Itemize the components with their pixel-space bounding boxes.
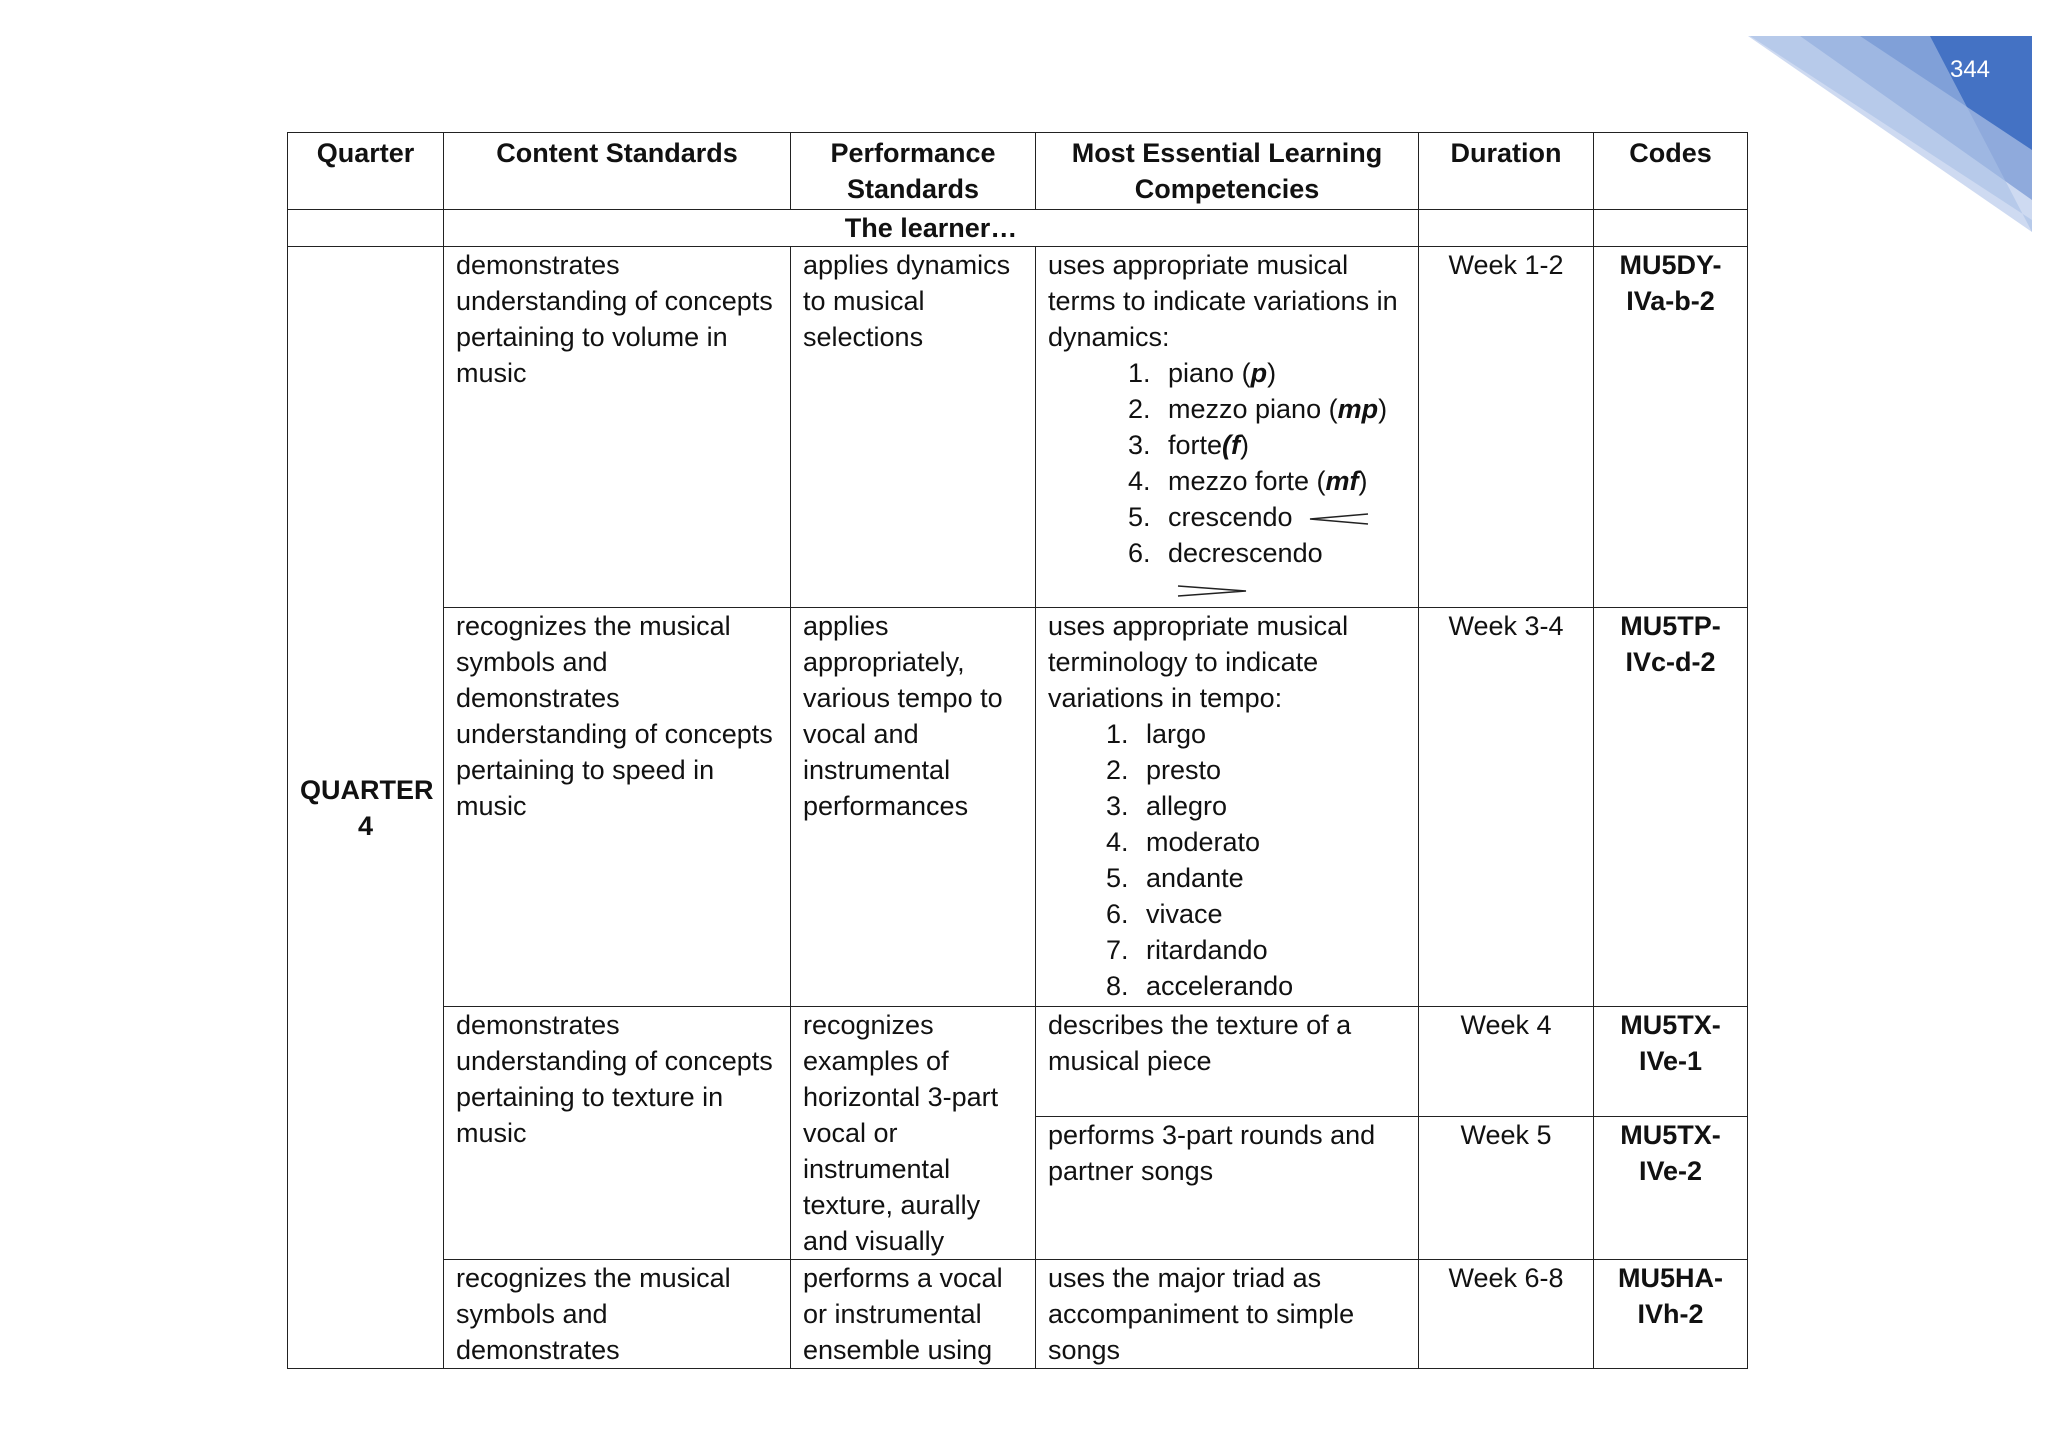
- list-item: 6. decrescendo: [1158, 535, 1406, 607]
- melc-cell: describes the texture of a musical piece: [1036, 1007, 1419, 1117]
- list-item: 8. accelerando: [1136, 968, 1406, 1004]
- list-item: 1. largo: [1136, 716, 1406, 752]
- learner-label: The learner…: [444, 210, 1419, 247]
- table-row: [288, 247, 1748, 608]
- performance-standard: performs a vocal or instrumental ensemble using: [791, 1260, 1036, 1369]
- duration-cell: Week 1-2: [1419, 247, 1594, 608]
- content-standard: demonstrates understanding of concepts pertaining to texture in music: [444, 1007, 791, 1260]
- table-row: [288, 608, 1748, 1007]
- duration-cell: Week 4: [1419, 1007, 1594, 1117]
- curriculum-table: [287, 132, 1748, 1369]
- header-duration: Duration: [1419, 133, 1594, 210]
- duration-cell: Week 6-8: [1419, 1260, 1594, 1369]
- content-standard: recognizes the musical symbols and demonstrates understanding of concepts pertaining to speed in music: [444, 608, 791, 1007]
- list-item: 3. allegro: [1136, 788, 1406, 824]
- code-cell: MU5TX- IVe-2: [1594, 1117, 1748, 1260]
- melc-cell: performs 3-part rounds and partner songs: [1036, 1117, 1419, 1260]
- dynamics-list: [1048, 355, 1406, 607]
- list-item: 2. presto: [1136, 752, 1406, 788]
- list-item: 3. forte(f): [1158, 427, 1406, 463]
- quarter-number: 4: [357, 810, 374, 841]
- melc-text: uses appropriate musical terms to indicate variations in dynamics:: [1048, 250, 1398, 352]
- list-item: 4. mezzo forte (mf): [1158, 463, 1406, 499]
- decrescendo-icon: [1176, 584, 1248, 598]
- table-row: [288, 1260, 1748, 1369]
- performance-standard: recognizes examples of horizontal 3-part vocal or instrumental texture, aurally and visually: [791, 1007, 1036, 1260]
- list-item: 2. mezzo piano (mp): [1158, 391, 1406, 427]
- melc-cell: [1036, 247, 1419, 608]
- quarter-label: QUARTER: [300, 774, 434, 805]
- tempo-list: [1048, 716, 1406, 1004]
- content-standard: recognizes the musical symbols and demonstrates: [444, 1260, 791, 1369]
- header-quarter: Quarter: [288, 133, 444, 210]
- corner-decoration: [0, 0, 2048, 260]
- list-item: 1. piano (p): [1158, 355, 1406, 391]
- code-cell: MU5TP- IVc-d-2: [1594, 608, 1748, 1007]
- header-codes: Codes: [1594, 133, 1748, 210]
- header-performance-line1: Performance: [830, 138, 996, 168]
- list-item: 4. moderato: [1136, 824, 1406, 860]
- code-cell: MU5TX- IVe-1: [1594, 1007, 1748, 1117]
- header-content-standards: Content Standards: [444, 133, 791, 210]
- performance-standard: applies dynamics to musical selections: [791, 247, 1036, 608]
- code-cell: MU5DY- IVa-b-2: [1594, 247, 1748, 608]
- header-melc-line1: Most Essential Learning: [1071, 138, 1383, 168]
- performance-standard: applies appropriately, various tempo to vocal and instrumental performances: [791, 608, 1036, 1007]
- content-standard: demonstrates understanding of concepts pertaining to volume in music: [444, 247, 791, 608]
- list-item: 5. andante: [1136, 860, 1406, 896]
- table-row: [288, 1007, 1748, 1117]
- duration-cell: Week 5: [1419, 1117, 1594, 1260]
- melc-text: uses appropriate musical terminology to indicate variations in tempo:: [1048, 611, 1349, 713]
- code-cell: MU5HA- IVh-2: [1594, 1260, 1748, 1369]
- melc-cell: uses the major triad as accompaniment to simple songs: [1036, 1260, 1419, 1369]
- list-item: 7. ritardando: [1136, 932, 1406, 968]
- list-item: 5. crescendo: [1158, 499, 1406, 535]
- crescendo-icon: [1308, 512, 1370, 526]
- quarter-cell: [288, 247, 444, 1369]
- page-number: 344: [1949, 56, 1991, 83]
- header-melc-line2: Competencies: [1134, 174, 1320, 204]
- duration-cell: Week 3-4: [1419, 608, 1594, 1007]
- list-item: 6. vivace: [1136, 896, 1406, 932]
- melc-cell: [1036, 608, 1419, 1007]
- header-performance-line2: Standards: [846, 174, 980, 204]
